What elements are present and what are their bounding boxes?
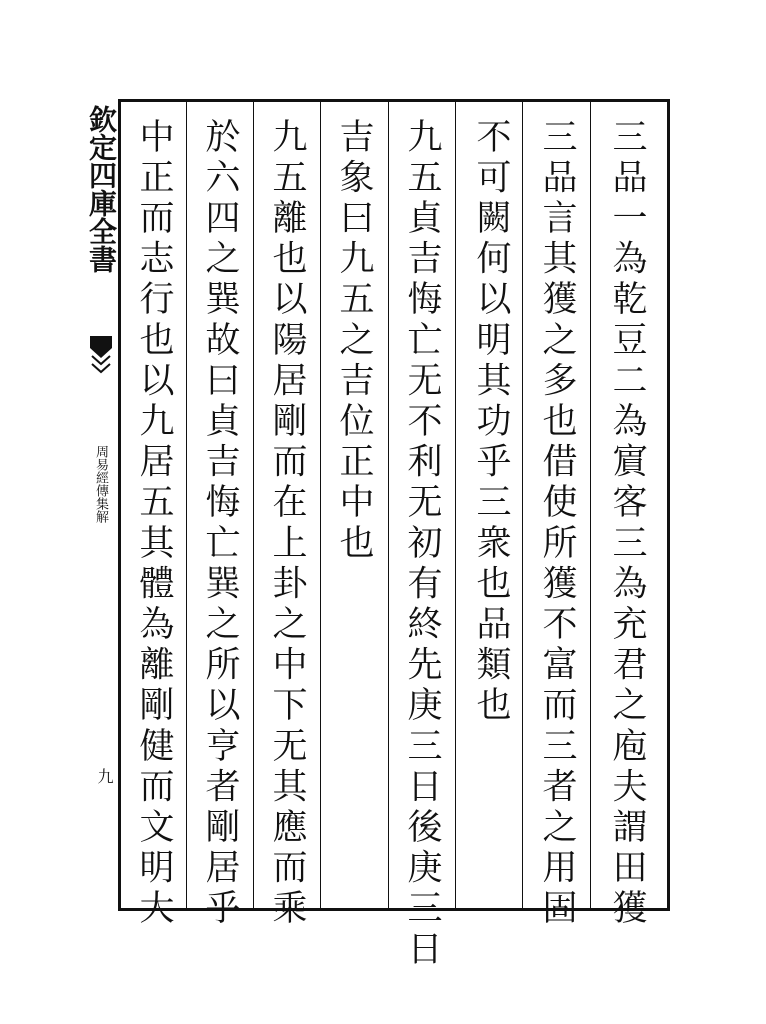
column-divider xyxy=(590,102,591,908)
fish-tail-ornament xyxy=(88,334,114,374)
column-divider xyxy=(253,102,254,908)
text-column-1: 三品一為乾豆二為賔客三為充君之庖夫謂田獲 xyxy=(607,118,647,930)
text-column-3: 不可闕何以明其功乎三衆也品類也 xyxy=(471,118,511,727)
collection-title: 欽定四庫全書 xyxy=(85,105,118,273)
text-column-5: 吉象曰九五之吉位正中也 xyxy=(334,118,374,565)
text-column-7: 於六四之巽故曰貞吉悔亡巽之所以亨者剛居乎 xyxy=(200,118,240,930)
text-column-6: 九五離也以陽居剛而在上卦之中下无其應而乘 xyxy=(267,118,307,930)
column-divider xyxy=(455,102,456,908)
column-divider xyxy=(186,102,187,908)
book-title: 周易經傳集解 xyxy=(93,445,108,523)
text-column-2: 三品言其獲之多也借使所獲不富而三者之用固 xyxy=(537,118,577,930)
text-column-4: 九五貞吉悔亡无不利无初有終先庚三日後庚三日 xyxy=(402,118,442,971)
column-divider xyxy=(388,102,389,908)
column-divider xyxy=(522,102,523,908)
page-number: 九 xyxy=(95,768,114,784)
text-column-8: 中正而志行也以九居五其體為離剛健而文明大 xyxy=(134,118,174,930)
column-divider xyxy=(320,102,321,908)
